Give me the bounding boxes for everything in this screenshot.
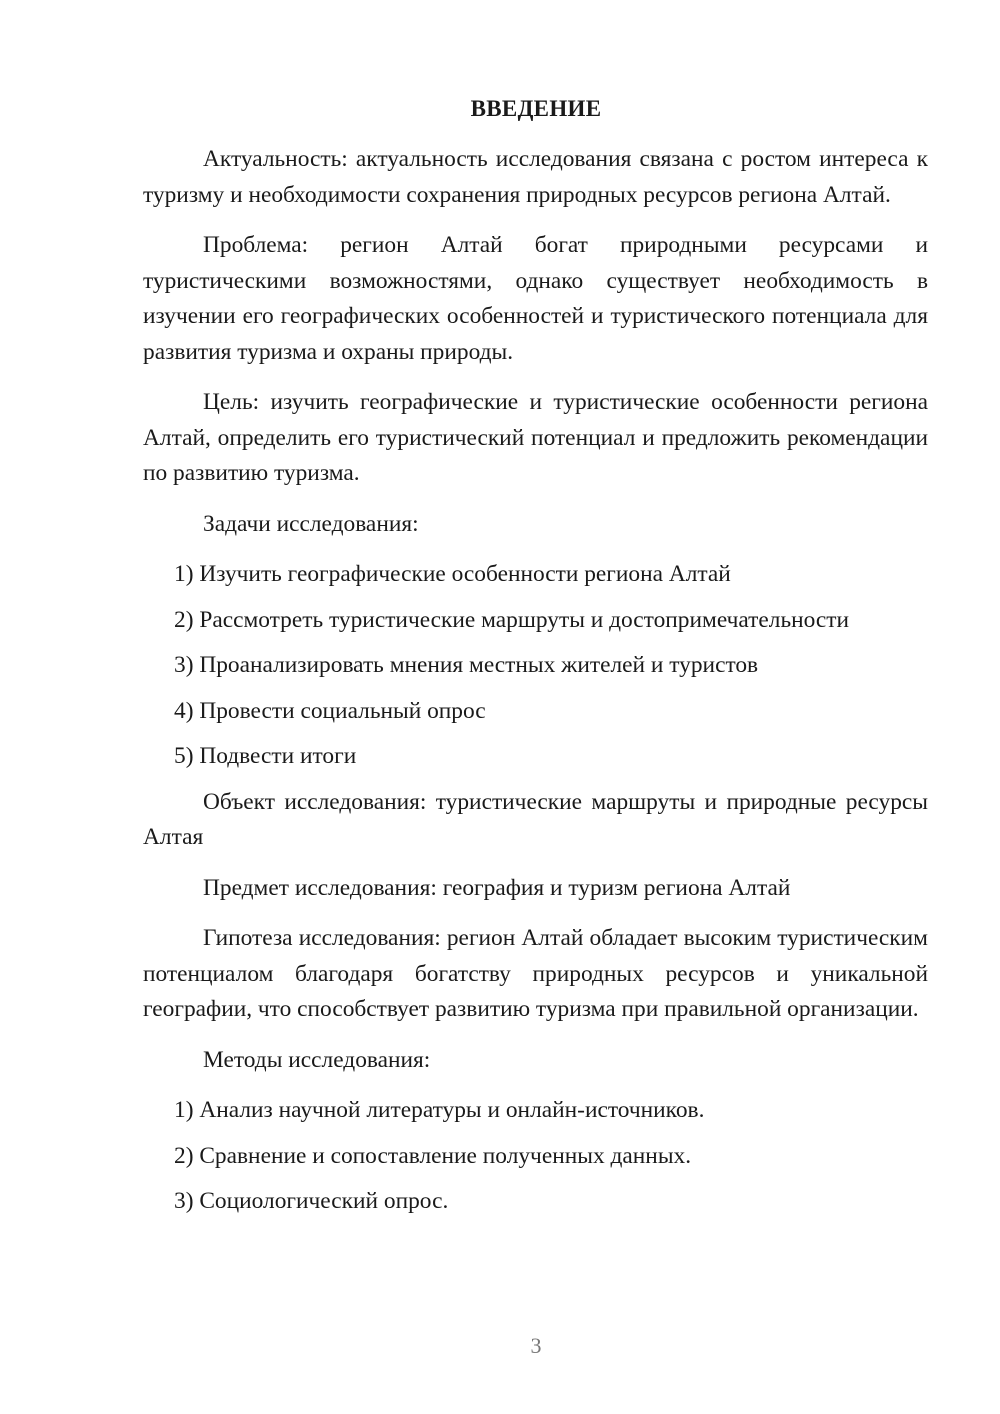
- goal-paragraph: Цель: изучить географические и туристические особенности региона Алтай, определить его туристический потенциал и предложить рекомендации по развитию туризма.: [143, 389, 928, 486]
- task-item-2: 2) Рассмотреть туристические маршруты и достопримечательности: [174, 606, 850, 633]
- object-paragraph: Объект исследования: туристические маршруты и природные ресурсы Алтая: [143, 788, 928, 850]
- problem-paragraph: Проблема: регион Алтай богат природными ресурсами и туристическими возможностями, однако существует необходимость в изучении его географических особенностей и туристического потенциала для развития туризма и охраны природы.: [143, 232, 928, 365]
- subject-paragraph: Предмет исследования: география и туризм региона Алтай: [203, 874, 791, 901]
- relevance-paragraph: Актуальность: актуальность исследования связана с ростом интереса к туризму и необходимости сохранения природных ресурсов региона Алтай.: [143, 146, 928, 208]
- methods-heading: Методы исследования:: [203, 1046, 431, 1073]
- page-title: ВВЕДЕНИЕ: [470, 96, 602, 121]
- task-item-1: 1) Изучить географические особенности региона Алтай: [174, 561, 731, 587]
- tasks-heading: Задачи исследования:: [203, 510, 419, 537]
- method-item-3: 3) Социологический опрос.: [174, 1188, 449, 1214]
- task-item-4: 4) Провести социальный опрос: [174, 697, 486, 724]
- hypothesis-paragraph: Гипотеза исследования: регион Алтай обладает высоким туристическим потенциалом благодаря богатству природных ресурсов и уникальной географии, что способствует развитию туризма при правильной организации.: [143, 925, 928, 1022]
- document-body: [143, 142, 928, 1230]
- method-item-2: 2) Сравнение и сопоставление полученных данных.: [174, 1142, 692, 1169]
- method-item-1: 1) Анализ научной литературы и онлайн-источников.: [174, 1097, 705, 1123]
- task-item-5: 5) Подвести итоги: [174, 743, 357, 769]
- page-number: 3: [530, 1333, 542, 1358]
- task-item-3: 3) Проанализировать мнения местных жителей и туристов: [174, 652, 759, 678]
